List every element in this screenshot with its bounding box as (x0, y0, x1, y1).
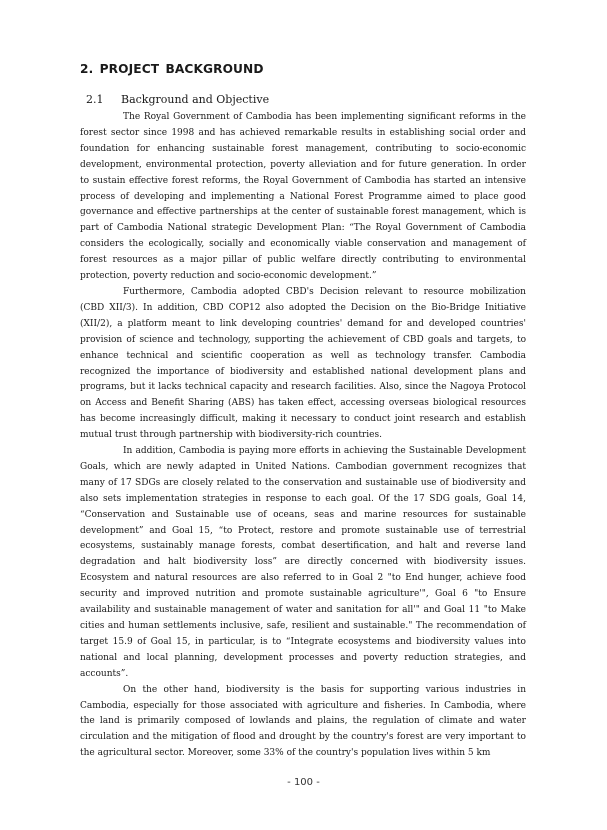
subsection-number: 2.1 (86, 93, 104, 106)
paragraph-biodiversity-industries: On the other hand, biodiversity is the basis for supporting various industries in Cambodia, especially for those associated with agriculture and fisheries. In Cambodia, where the land is primarily composed of lowlands and plains, the regulation of climate and water circulation and the mitigation of flood and drought by the country's forest are very important to the agricultural sector. Moreover, some 33% of the country's population lives within 5 km (80, 684, 526, 759)
paragraph-sdg-goals: In addition, Cambodia is paying more efforts in achieving the Sustainable Development Goals, which are newly adapted in United Nations. Cambodian government recognizes that many of 17 SDGs are closely related to the conservation and sustainable use of biodiversity and also sets implementation strategies in response to each goal. Of the 17 SDG goals, Goal 14, “Conservation and Sustainable use of oceans, seas and marine resources for sustainable development” and Goal 15, “to Protect, restore and promote sustainable use of terrestrial ecosystems, sustainably manage forests, combat desertification, and halt and reverse land degradation and halt biodiversity loss” are directly concerned with biodiversity issues. Ecosystem and natural resources are also referred to in Goal 2 "to End hunger, achieve food security and improved nutrition and promote sustainable agriculture'", Goal 6 "to Ensure availability and sustainable management of water and sanitation for all'" and Goal 11 "to Make cities and human settlements inclusive, safe, resilient and sustainable." The recommendation of target 15.9 of Goal 15, in particular, is to “Integrate ecosystems and biodiversity values into national and local planning, development processes and poverty reduction strategies, and accounts”. (80, 446, 526, 679)
subsection-title: Background and Objective (121, 93, 270, 106)
subsection-heading (86, 93, 269, 106)
paragraph-forest-reforms: The Royal Government of Cambodia has been implementing significant reforms in the forest sector since 1998 and has achieved remarkable results in establishing social order and foundation for enhancing sustainable forest management, contributing to socio-economic development, environmental protection, poverty alleviation and for future generation. In order to sustain effective forest reforms, the Royal Government of Cambodia has started an intensive process of developing and implementing a National Forest Programme aimed to place good governance and effective partnerships at the center of sustainable forest management, which is part of Cambodia National strategic Development Plan: “The Royal Government of Cambodia considers the ecologically, socially and economically viable conservation and management of forest resources as a major pillar of public welfare directly contributing to environmental protection, poverty reduction and socio-economic development.” (80, 112, 526, 282)
body-text (80, 110, 526, 762)
paragraph-cbd-decisions: Furthermore, Cambodia adopted CBD's Decision relevant to resource mobilization (CBD XII/3). In addition, CBD COP12 also adopted the Decision on the Bio-Bridge Initiative (XII/2), a platform meant to link developing countries' demand for and developed countries' provision of science and technology, supporting the achievement of CBD goals and targets, to enhance technical and scientific cooperation as well as technology transfer. Cambodia recognized the importance of biodiversity and established national development plans and programs, but it lacks technical capacity and research facilities. Also, since the Nagoya Protocol on Access and Benefit Sharing (ABS) has taken effect, accessing overseas biological resources has become increasingly difficult, making it necessary to conduct joint research and establish mutual trust through partnership with biodiversity-rich countries. (80, 286, 526, 441)
section-heading: 2. PROJECT BACKGROUND (80, 62, 264, 76)
page-number: - 100 - (287, 777, 320, 788)
